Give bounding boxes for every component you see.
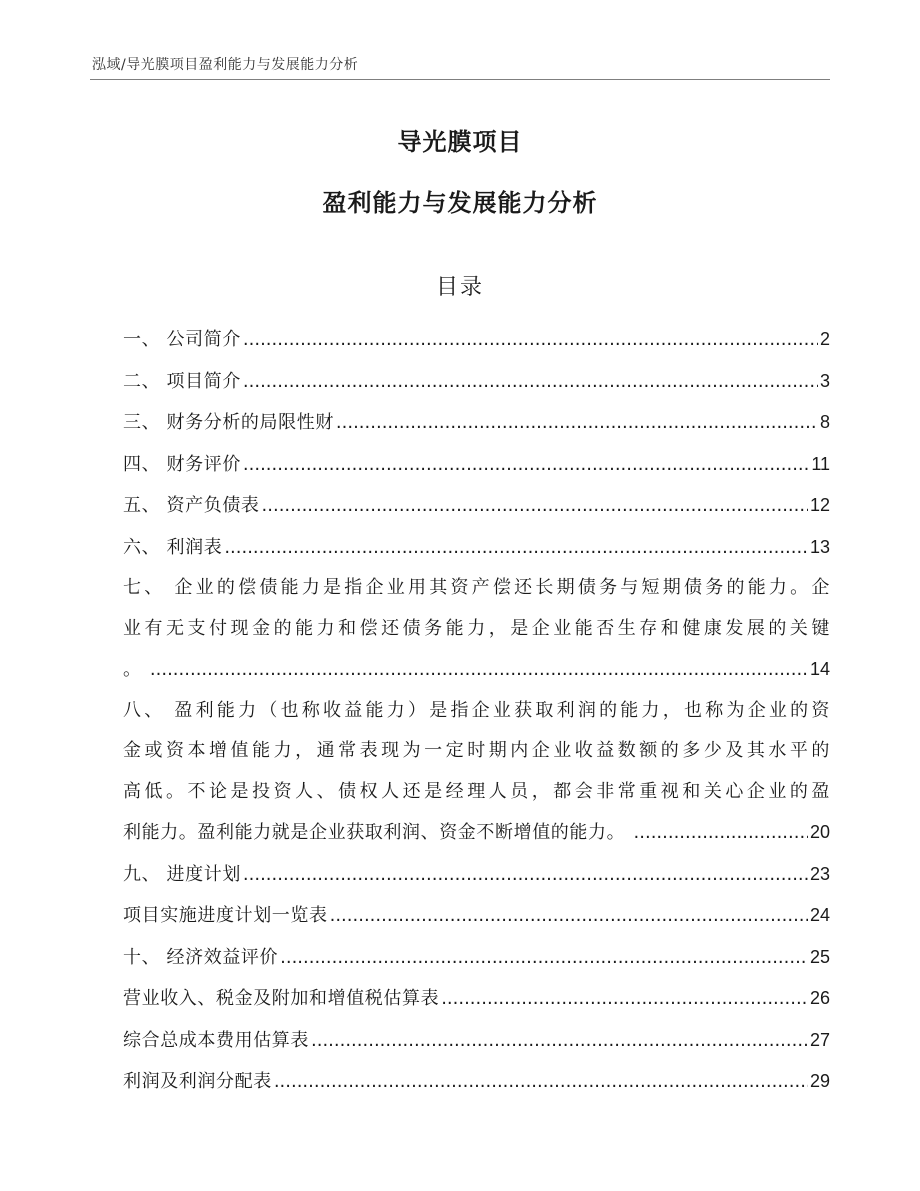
toc-entry[interactable]	[123, 319, 830, 361]
toc-dot-leader	[280, 938, 808, 979]
toc-entry-title: 利能力。盈利能力就是企业获取利润、资金不断增值的能力。	[123, 822, 632, 843]
toc-entry[interactable]	[123, 978, 830, 1020]
toc-entry-leader-line	[123, 895, 830, 937]
toc-dot-leader	[243, 320, 818, 361]
page-header: 泓域/导光膜项目盈利能力与发展能力分析	[92, 57, 359, 73]
toc-entry-text-line: 高低。不论是投资人、债权人还是经理人员，都会非常重视和关心企业的盈	[123, 780, 830, 802]
toc-entry[interactable]	[123, 568, 830, 691]
toc-dot-leader	[243, 445, 809, 486]
toc-page-number: 27	[809, 1029, 830, 1050]
toc-entry-leader-line	[123, 527, 830, 569]
toc-dot-leader	[634, 813, 808, 854]
toc-page-number: 24	[809, 905, 830, 925]
toc-entry-leader-line	[123, 937, 830, 979]
toc-entry-text-line: 金或资本增值能力，通常表现为一定时期内企业收益数额的多少及其水平的	[123, 740, 830, 761]
toc-page-number: 14	[809, 659, 830, 679]
toc-page-number: 12	[809, 495, 830, 515]
toc-page-number: 25	[809, 946, 830, 967]
toc-entry-leader-line	[123, 361, 830, 403]
toc-entry-title: 综合总成本费用估算表	[123, 1029, 309, 1051]
toc-dot-leader	[336, 403, 818, 444]
toc-dot-leader	[330, 896, 808, 937]
document-title-line-2: 盈利能力与发展能力分析	[322, 189, 598, 217]
toc-dot-leader	[243, 362, 818, 403]
toc-entry[interactable]	[123, 691, 830, 854]
toc-entry[interactable]	[123, 527, 830, 569]
toc-entry-leader-line	[123, 402, 830, 444]
table-of-contents	[123, 319, 830, 1103]
toc-entry-title: 利润及利润分配表	[123, 1071, 272, 1092]
toc-entry-title: 二、 项目简介	[123, 370, 241, 392]
toc-entry-leader-line	[123, 1020, 830, 1062]
toc-dot-leader	[262, 486, 808, 527]
toc-page-number: 23	[809, 863, 830, 884]
toc-dot-leader	[441, 979, 808, 1020]
toc-page-number: 29	[809, 1071, 830, 1091]
header-divider	[90, 79, 830, 80]
toc-entry[interactable]	[123, 361, 830, 403]
toc-entry-title: 营业收入、税金及附加和增值税估算表	[123, 988, 440, 1009]
toc-entry[interactable]	[123, 895, 830, 937]
toc-entry-title: 十、 经济效益评价	[123, 946, 279, 968]
toc-entry[interactable]	[123, 485, 830, 527]
toc-page-number: 2	[819, 329, 830, 349]
toc-entry[interactable]	[123, 854, 830, 896]
toc-entry-title: 一、 公司简介	[123, 329, 241, 350]
toc-entry-leader-line	[123, 978, 830, 1020]
toc-entry-title: 三、 财务分析的局限性财	[123, 412, 334, 433]
toc-entry-text-line: 七、 企业的偿债能力是指企业用其资产偿还长期债务与短期债务的能力。企	[123, 577, 830, 598]
toc-entry-leader-line	[123, 485, 830, 527]
toc-entry-title: 九、 进度计划	[123, 863, 241, 885]
toc-entry-title: 六、 利润表	[123, 536, 223, 558]
toc-heading: 目录	[435, 275, 484, 300]
toc-dot-leader	[274, 1062, 808, 1103]
document-title-line-1: 导光膜项目	[397, 128, 523, 156]
toc-entry-leader-line	[123, 444, 830, 486]
toc-page-number: 26	[809, 988, 830, 1008]
toc-page-number: 3	[819, 370, 830, 391]
toc-dot-leader	[243, 855, 808, 896]
toc-entry[interactable]	[123, 402, 830, 444]
toc-page-number: 13	[809, 536, 830, 557]
toc-entry-title: 五、 资产负债表	[123, 495, 260, 516]
toc-page-number: 11	[811, 453, 830, 474]
toc-entry-title: 四、 财务评价	[123, 453, 241, 475]
toc-entry-text-line: 业有无支付现金的能力和偿还债务能力，是企业能否生存和健康发展的关键	[123, 617, 830, 639]
toc-entry-leader-line	[123, 319, 830, 361]
toc-entry[interactable]	[123, 937, 830, 979]
toc-entry-title: 。	[123, 659, 148, 680]
toc-dot-leader	[150, 650, 808, 691]
toc-dot-leader	[224, 528, 808, 569]
toc-entry-leader-line	[123, 1061, 830, 1103]
toc-page-number: 8	[819, 412, 830, 432]
toc-entry[interactable]	[123, 444, 830, 486]
toc-entry-text-line: 八、 盈利能力（也称收益能力）是指企业获取利润的能力，也称为企业的资	[123, 699, 830, 721]
toc-dot-leader	[311, 1021, 808, 1062]
toc-entry-leader-line	[123, 854, 830, 896]
toc-entry-leader-line	[123, 812, 830, 854]
toc-entry[interactable]	[123, 1020, 830, 1062]
toc-entry-title: 项目实施进度计划一览表	[123, 905, 328, 926]
toc-page-number: 20	[809, 822, 830, 842]
toc-entry[interactable]	[123, 1061, 830, 1103]
toc-entry-leader-line	[123, 649, 830, 691]
